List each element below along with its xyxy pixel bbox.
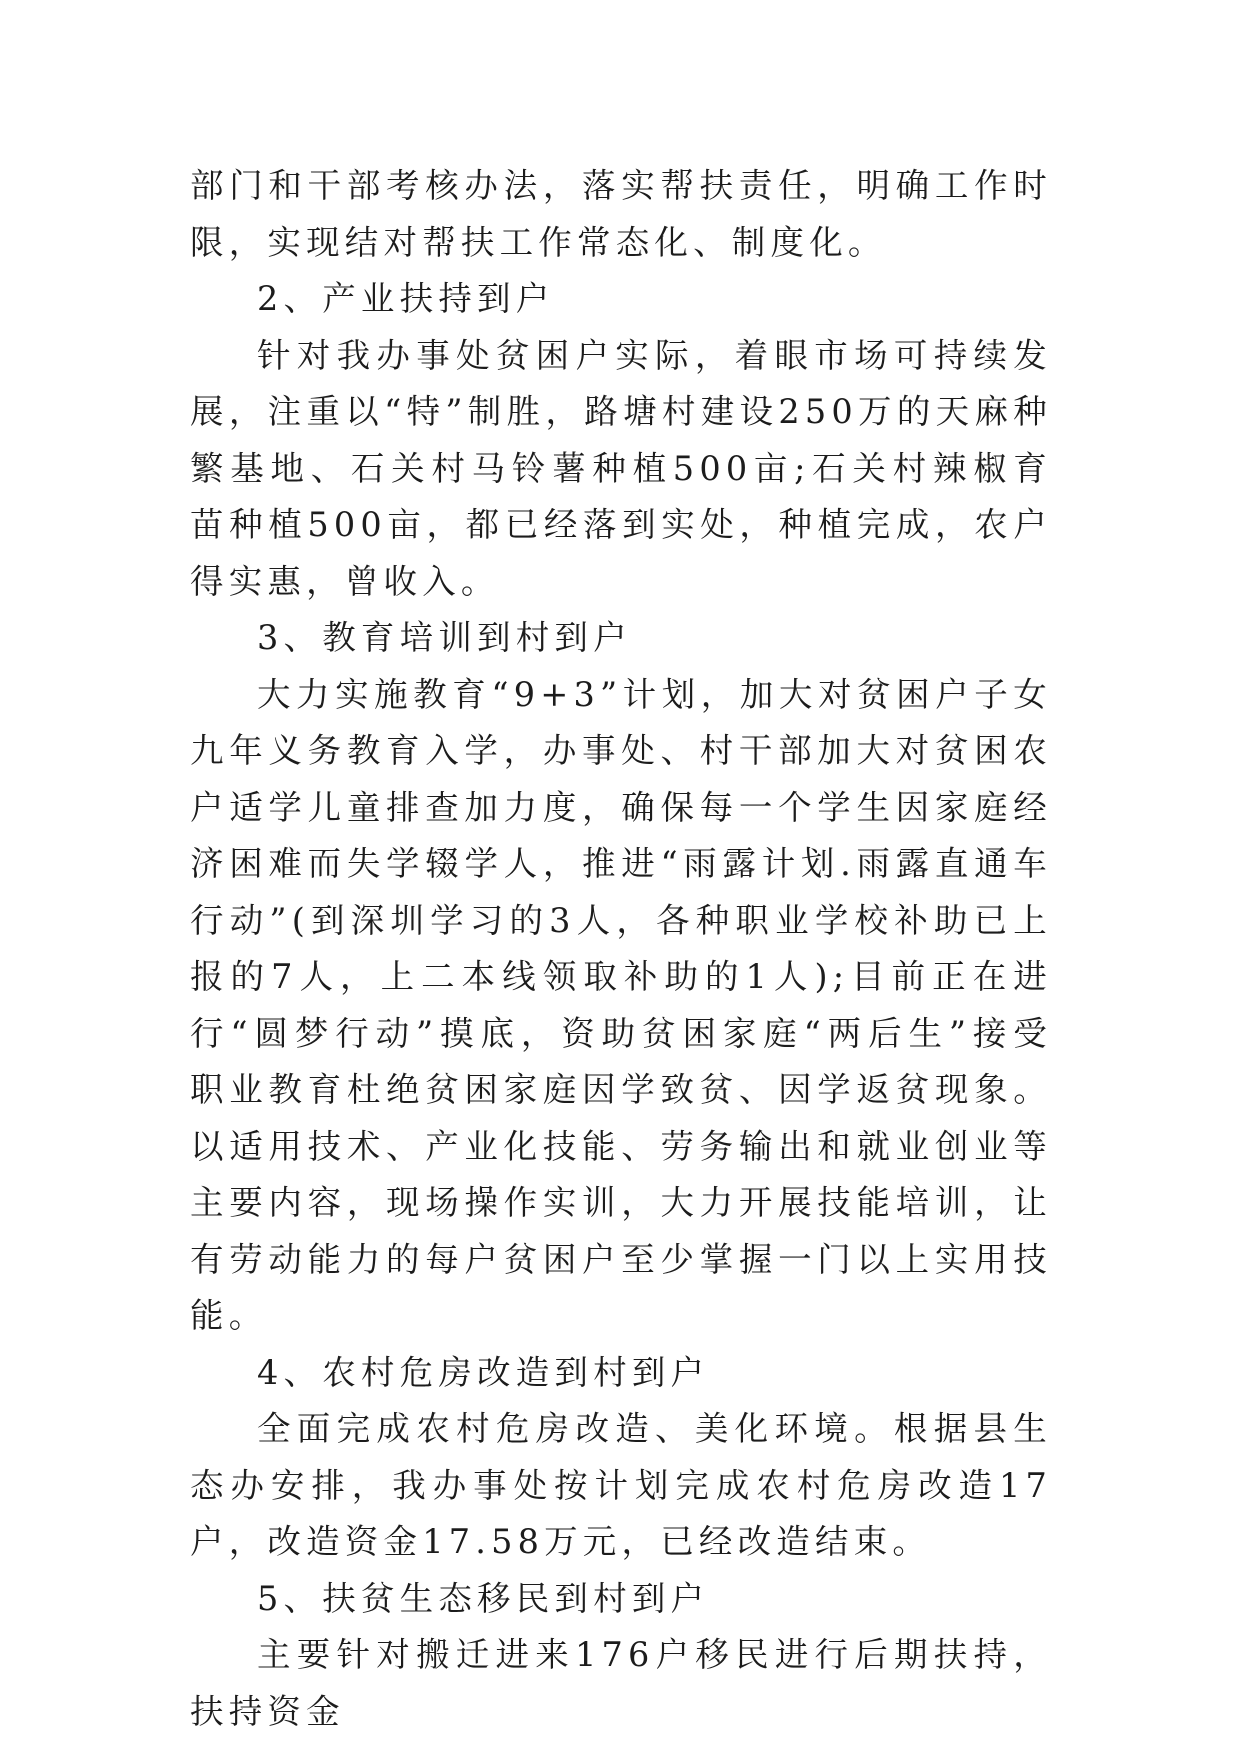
section-heading-eco-migration: 5、扶贫生态移民到村到户: [257, 1578, 710, 1618]
paragraph-housing-renovation: 全面完成农村危房改造、美化环境。根据县生态办安排，我办事处按计划完成农村危房改造17户，改造资金17.58万元，已经改造结束。: [190, 1409, 1052, 1561]
section-heading-industry-support: 2、产业扶持到户: [257, 279, 555, 318]
document-body: [190, 158, 1052, 1740]
paragraph-industry-support: 针对我办事处贫困户实际，着眼市场可持续发展，注重以“特”制胜，路塘村建设250万的天麻种繁基地、石关村马铃薯种植500亩;石关村辣椒育苗种植500亩，都已经落到实处，种植完成，农户得实惠，曾收入。: [190, 335, 1052, 601]
section-heading-education-training: 3、教育培训到村到户: [257, 618, 632, 657]
section-heading-housing-renovation: 4、农村危房改造到村到户: [257, 1352, 710, 1392]
paragraph-continued: 部门和干部考核办法，落实帮扶责任，明确工作时限，实现结对帮扶工作常态化、制度化。: [190, 166, 1052, 262]
paragraph-education-training: 大力实施教育“9+3”计划，加大对贫困户子女九年义务教育入学，办事处、村干部加大对贫困农户适学儿童排查加力度，确保每一个学生因家庭经济困难而失学辍学人，推进“雨露计划.雨露直通车行动”(到深圳学习的3人，各种职业学校补助已上报的7人，上二本线领取补助的1人);目前正在进行“圆梦行动”摸底，资助贫困家庭“两后生”接受职业教育杜绝贫困家庭因学致贫、因学返贫现象。以适用技术、产业化技能、劳务输出和就业创业等主要内容，现场操作实训，大力开展技能培训，让有劳动能力的每户贫困户至少掌握一门以上实用技能。: [190, 674, 1052, 1335]
paragraph-eco-migration: 主要针对搬迁进来176户移民进行后期扶持，扶持资金: [190, 1635, 1052, 1731]
